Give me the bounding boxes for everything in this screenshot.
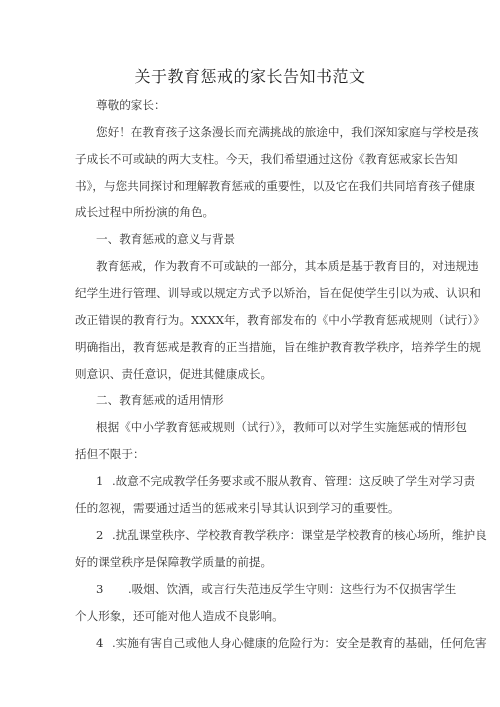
section-1-line-2: 纪学生进行管理、训导或以规定方式予以矫治，旨在促使学生引以为戒、认识和 bbox=[75, 286, 481, 300]
list-item-1-line-2: 任的忽视，需要通过适当的惩戒来引导其认识到学习的重要性。 bbox=[75, 501, 400, 515]
document-title: 关于教育惩戒的家长告知书范文 bbox=[134, 67, 366, 86]
section-1-line-5: 则意识、责任意识，促进其健康成长。 bbox=[75, 367, 273, 381]
salutation: 尊敬的家长： bbox=[96, 98, 166, 112]
section-1-heading: 一、教育惩戒的意义与背景 bbox=[96, 232, 236, 246]
section-2-intro-line-1: 根据《中小学教育惩戒规则（试行）》，教师可以对学生实施惩戒的情形包 bbox=[96, 420, 467, 434]
intro-line-1: 您好！在教育孩子这条漫长而充满挑战的旅途中，我们深知家庭与学校是孩 bbox=[96, 125, 479, 139]
section-1-line-1: 教育惩戒，作为教育不可或缺的一部分，其本质是基于教育目的，对违规违 bbox=[96, 259, 479, 273]
list-item-1-line-1: .故意不完成教学任务要求或不服从教育、管理：这反映了学生对学习责 bbox=[112, 474, 476, 488]
section-1-line-3: 改正错误的教育行为。XXXX年，教育部发布的《中小学教育惩戒规则（试行）》 bbox=[75, 313, 485, 327]
list-item-4-line-1: .实施有害自己或他人身心健康的危险行为：安全是教育的基础，任何危害 bbox=[112, 636, 487, 650]
list-item-4-number: 4 bbox=[96, 636, 104, 650]
section-2-intro-line-2: 括但不限于： bbox=[75, 447, 145, 461]
intro-line-3: 书》，与您共同探讨和理解教育惩戒的重要性，以及它在我们共同培育孩子健康 bbox=[75, 179, 475, 193]
section-1-line-4: 明确指出，教育惩戒是教育的正当措施，旨在维护教育教学秩序，培养学生的规 bbox=[75, 340, 481, 354]
intro-line-4: 成长过程中所扮演的角色。 bbox=[75, 205, 215, 219]
list-item-1-number: 1 bbox=[96, 474, 104, 488]
list-item-2-line-2: 好的课堂秩序是保障教学质量的前提。 bbox=[75, 555, 273, 569]
intro-line-2: 子成长不可或缺的两大支柱。今天，我们希望通过这份《教育惩戒家长告知 bbox=[75, 152, 458, 166]
list-item-3-line-2: 个人形象，还可能对他人造成不良影响。 bbox=[75, 609, 284, 623]
list-item-3-line-1: .吸烟、饮酒，或言行失范违反学生守则：这些行为不仅损害学生 bbox=[128, 582, 457, 596]
list-item-3-number: 3 bbox=[96, 582, 104, 596]
list-item-2-number: 2 bbox=[96, 528, 104, 542]
section-2-heading: 二、教育惩戒的适用情形 bbox=[96, 393, 224, 407]
list-item-2-line-1: .扰乱课堂秩序、学校教育教学秩序：课堂是学校教育的核心场所，维护良 bbox=[112, 528, 487, 542]
